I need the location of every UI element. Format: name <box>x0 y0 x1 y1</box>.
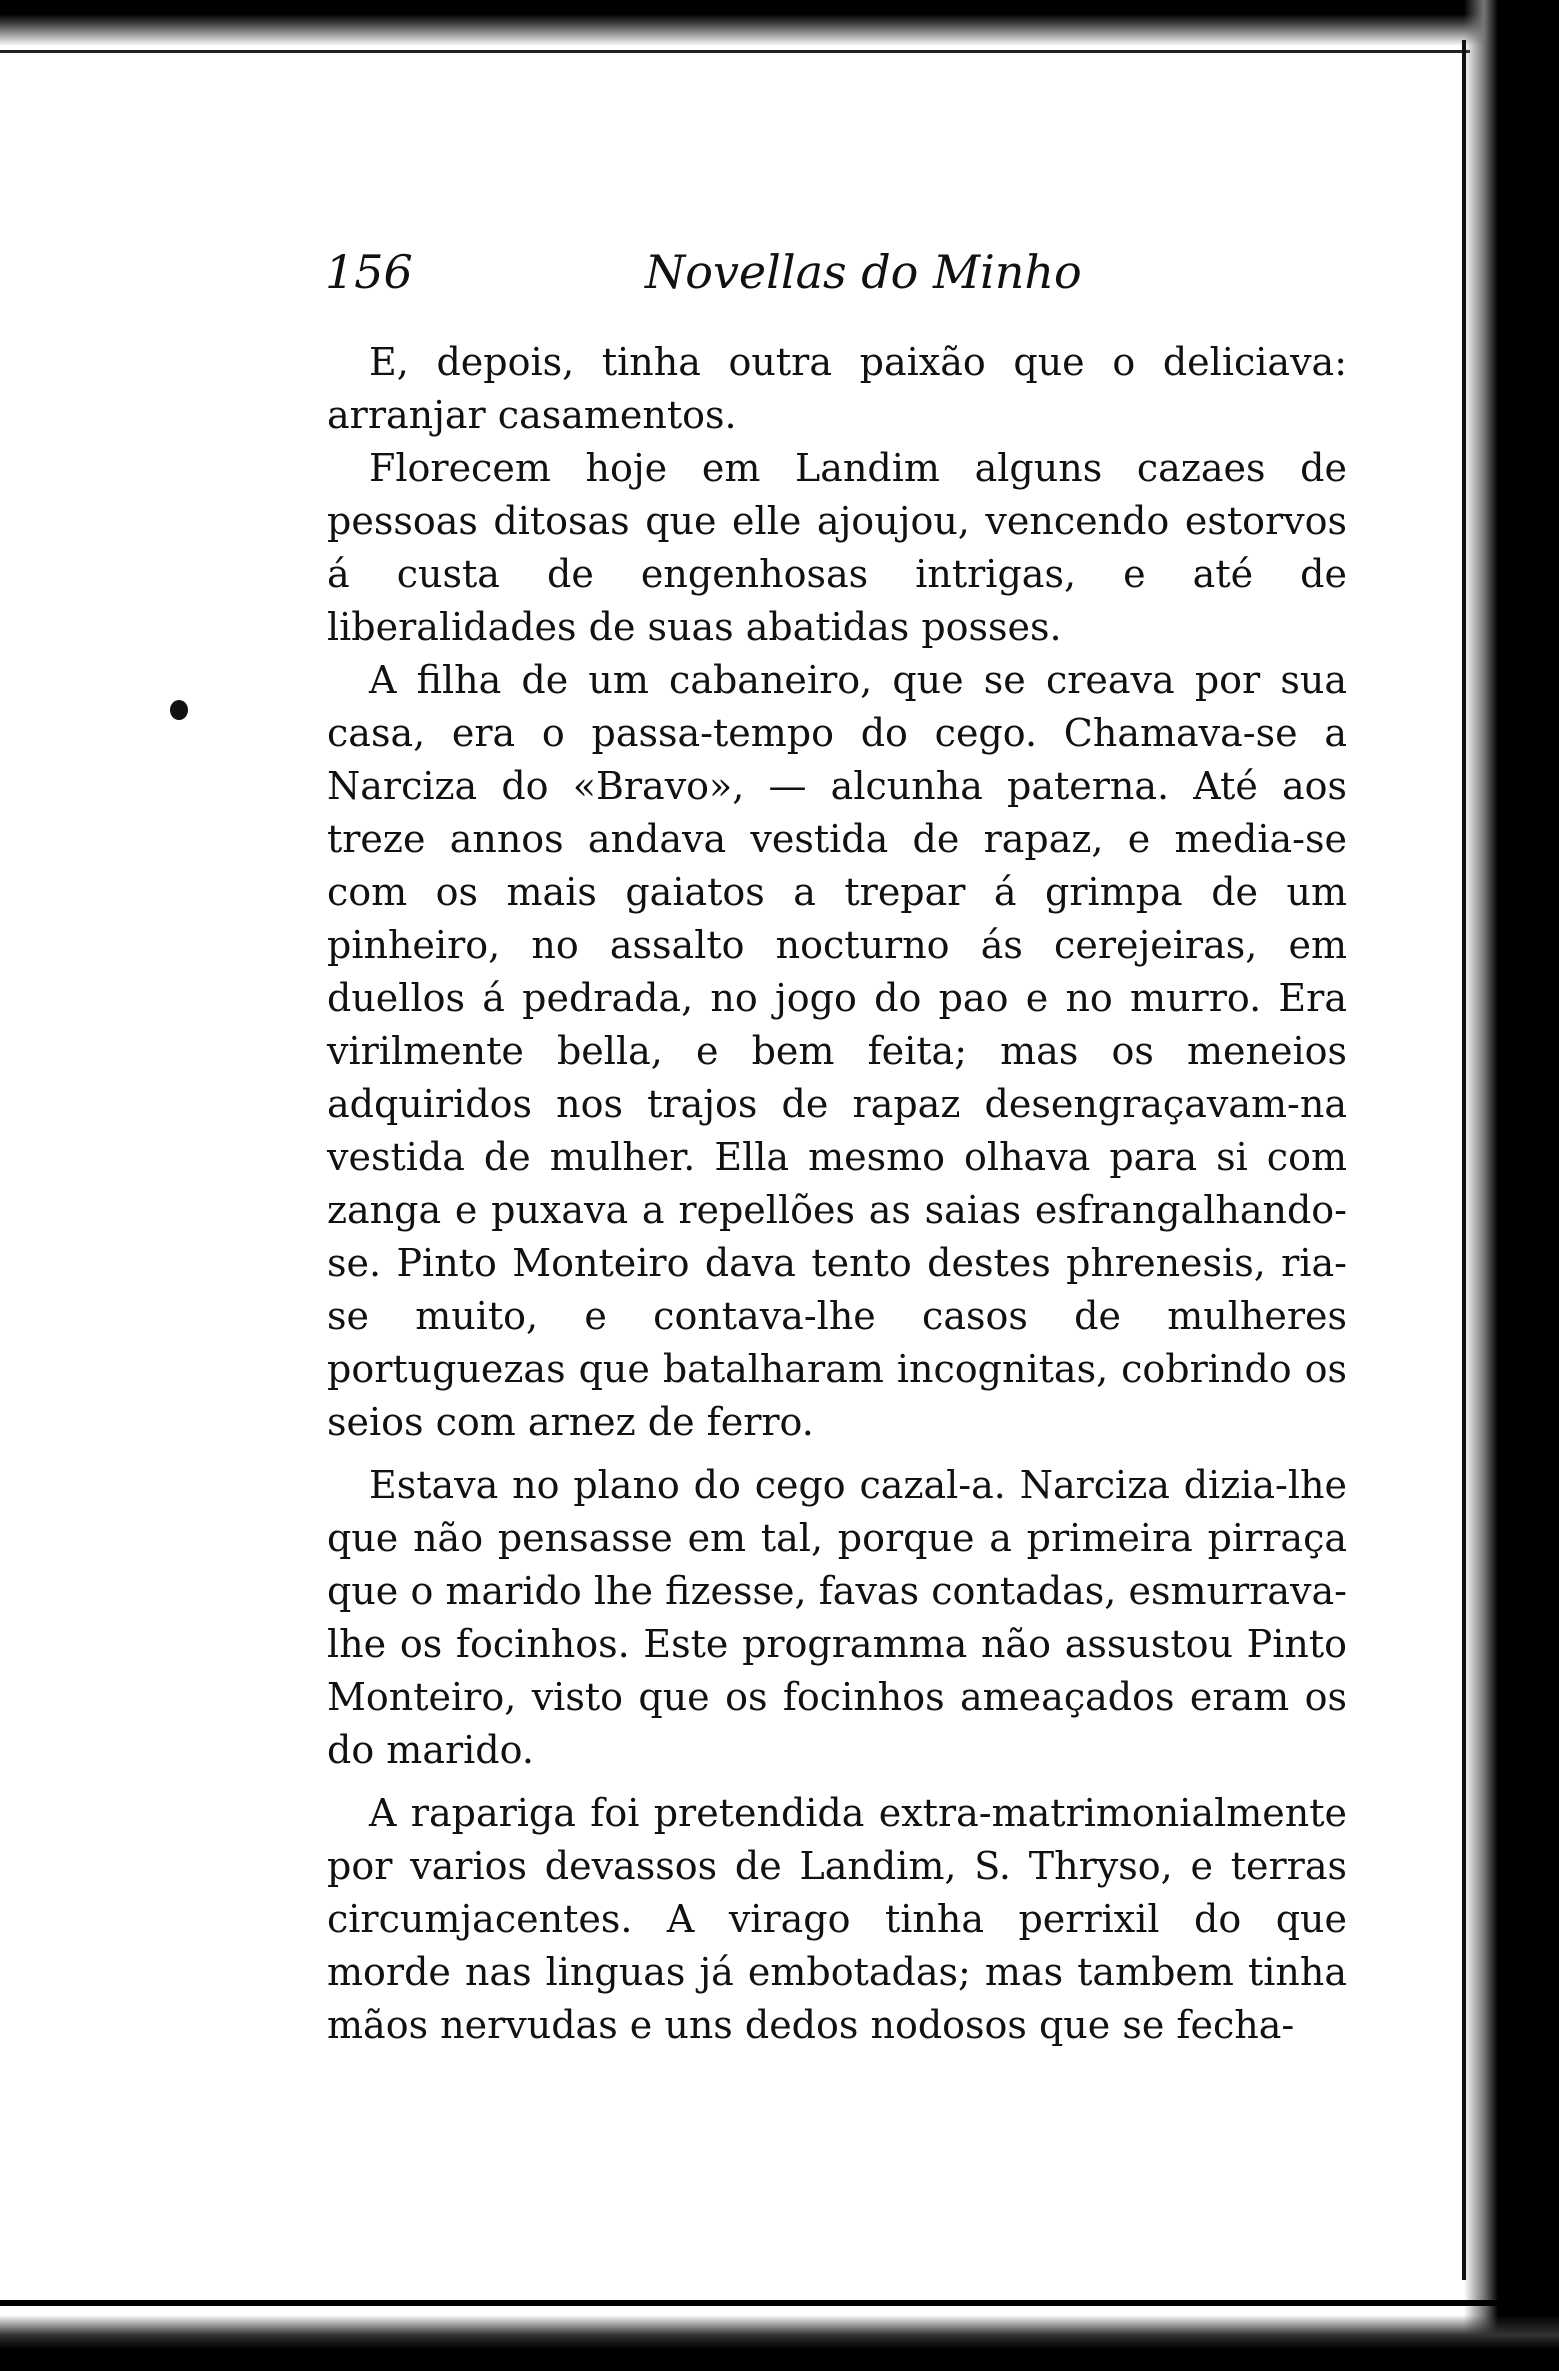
body-text <box>327 336 1347 2052</box>
scan-rule-bottom <box>0 2300 1500 2306</box>
scan-edge-right <box>1464 0 1559 2371</box>
page-header <box>325 245 1355 305</box>
paragraph-2: Florecem hoje em Landim alguns cazaes de pessoas ditosas que elle ajoujou, vencendo estorvos á custa de engenhosas intrigas, e até de liberalidades de suas abatidas posses. <box>327 446 1347 649</box>
page-number: 156 <box>325 245 413 299</box>
scan-rule-right <box>1462 40 1466 2280</box>
scan-edge-top <box>0 0 1559 46</box>
scan-edge-bottom <box>0 2315 1559 2371</box>
paragraph-1: E, depois, tinha outra paixão que o deliciava: arranjar casamentos. <box>327 340 1347 437</box>
scan-rule-top <box>0 50 1470 53</box>
paragraph-3: A filha de um cabaneiro, que se creava por sua casa, era o passa-tempo do cego. Chamava-se a Narciza do «Bravo», — alcunha paterna. Até aos treze annos andava vestida de rapaz, e media-se com os mais gaiatos a trepar á grimpa de um pinheiro, no assalto nocturno ás cerejeiras, em duellos á pedrada, no jogo do pao e no murro. Era virilmente bella, e bem feita; mas os meneios adquiridos nos trajos de rapaz desengraçavam-na vestida de mulher. Ella mesmo olhava para si com zanga e puxava a repellões as saias esfrangalhando-se. Pinto Monteiro dava tento destes phrenesis, ria-se muito, e contava-lhe casos de mulheres portuguezas que batalharam incognitas, cobrindo os seios com arnez de ferro. <box>327 658 1347 1444</box>
paragraph-4: Estava no plano do cego cazal-a. Narciza dizia-lhe que não pensasse em tal, porque a primeira pirraça que o marido lhe fizesse, favas contadas, esmurrava-lhe os focinhos. Este programma não assustou Pinto Monteiro, visto que os focinhos ameaçados eram os do marido. <box>327 1463 1347 1772</box>
paragraph-5: A rapariga foi pretendida extra-matrimonialmente por varios devassos de Landim, S. Thryso, e terras circumjacentes. A virago tinha perrixil do que morde nas linguas já embotadas; mas tambem tinha mãos nervudas e uns dedos nodosos que se fecha- <box>327 1791 1347 2047</box>
running-title: Novellas do Minho <box>645 245 1082 299</box>
ink-spot <box>170 700 188 720</box>
